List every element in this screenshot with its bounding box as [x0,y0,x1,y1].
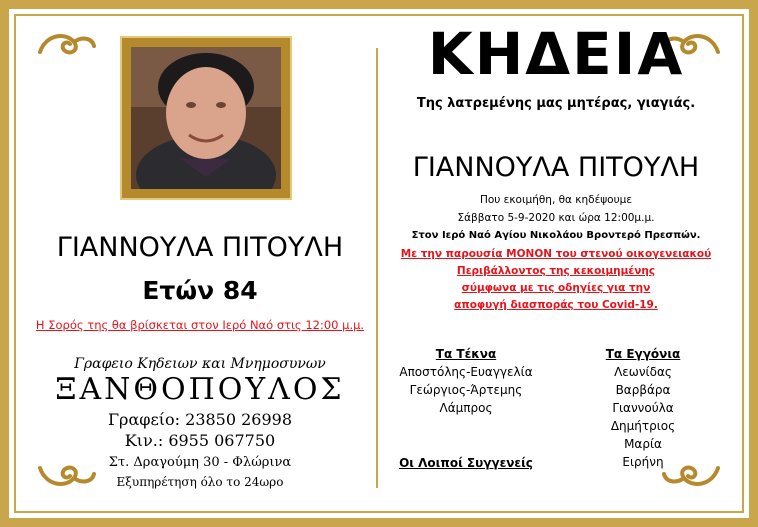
list-item: Λεωνίδας [614,365,672,379]
funeral-line-1: Που εκοιμήθη, θα κηδέψουμε [479,194,633,206]
list-item: Αποστόλης-Ευαγγελία [399,365,533,379]
covid-line-3: σύμφωνα με τις οδηγίες για την [461,282,651,294]
grandchildren-heading: Τα Εγγόνια [605,347,681,361]
list-item: Γεώργιος-Άρτεμης [409,383,523,397]
agency-name: ΞΑΝΘΟΠΟΥΛΟΣ [55,372,345,407]
ornament-top-left-icon [36,30,98,58]
relatives-line: Οι Λοιποί Συγγενείς [399,456,533,470]
list-item: Δημήτριος [610,419,676,433]
list-item: Γιαννούλα [612,401,674,415]
children-heading: Τα Τέκνα [435,347,497,361]
funeral-location: Στον Ιερό Ναό Αγίου Νικολάου Βροντερό Πρεσπών. [411,230,701,241]
covid-line-2: Περιβάλλοντος της κεκοιμημένης [456,265,656,277]
list-item: Μαρία [624,437,662,451]
mobile-phone: Κιν.: 6955 067750 [124,431,276,450]
right-deceased-name: ΓΙΑΝΝΟΥΛΑ ΠΙΤΟΥΛΗ [412,152,700,183]
coffin-note: Η Σορός της θα βρίσκεται στον Ιερό Ναό στις 12:00 μ.μ. [35,318,365,332]
agency-line: Γραφειο Κηδειων και Μνημοσυνων [74,356,326,372]
list-item: Λάμπρος [439,401,493,415]
notice-title: ΚΗΔΕΙΑ [427,20,685,88]
service-hours: Εξυπηρέτηση όλο το 24ωρο [116,475,284,489]
funeral-datetime: Σάββατο 5-9-2020 και ώρα 12:00μ.μ. [457,212,655,224]
covid-line-1: Με την παρουσία ΜΟΝΟΝ του στενού οικογενειακού [400,248,712,260]
agency-address: Στ. Δραγούμη 30 - Φλώρινα [108,455,292,470]
children-list [392,345,540,417]
notice-subtitle: Της λατρεμένης μας μητέρας, γιαγιάς. [416,96,696,111]
left-deceased-name: ΓΙΑΝΝΟΥΛΑ ΠΙΤΟΥΛΗ [56,232,344,263]
portrait-photo [122,38,290,198]
office-phone: Γραφείο: 23850 26998 [107,410,293,429]
list-item: Ειρήνη [622,455,664,469]
list-item: Βαρβάρα [615,383,671,397]
deceased-age: Ετών 84 [142,276,258,305]
covid-line-4: αποφυγή διασποράς του Covid-19. [454,299,658,311]
grandchildren-list [584,345,702,471]
